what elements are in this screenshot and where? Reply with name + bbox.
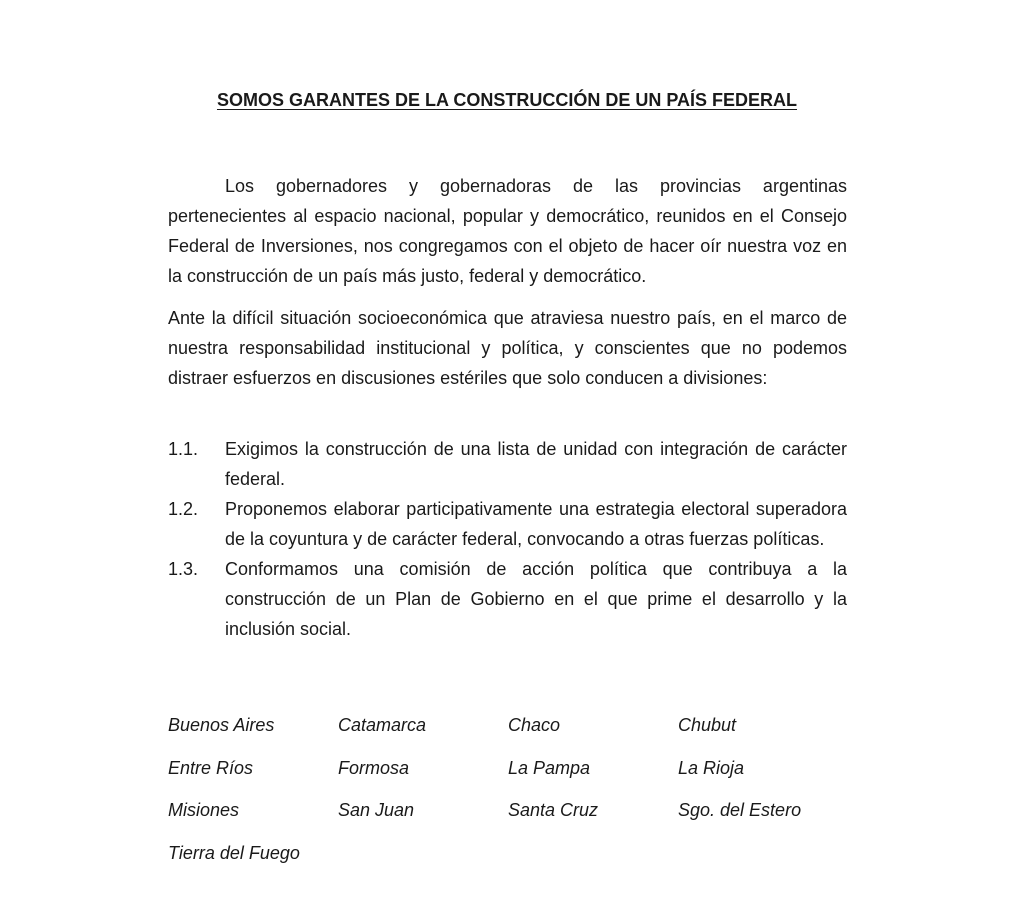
- document-title: SOMOS GARANTES DE LA CONSTRUCCIÓN DE UN PAÍS FEDERAL: [216, 90, 798, 110]
- list-item: [168, 434, 847, 494]
- province-name: Buenos Aires: [168, 715, 275, 735]
- province-name: Catamarca: [338, 715, 427, 735]
- list-item-text: Exigimos la construcción de una lista de unidad con integración de carácter federal.: [225, 439, 847, 489]
- intro-paragraph: Los gobernadores y gobernadoras de las provincias argentinas pertenecientes al espacio nacional, popular y democrático, reunidos en el Consejo Federal de Inversiones, nos congregamos con el objeto de hacer oír nuestra voz en la construcción de un país más justo, federal y democrático.: [168, 176, 847, 286]
- province-name: Sgo. del Estero: [678, 800, 802, 820]
- list-item-number: 1.1.: [168, 439, 199, 459]
- list-item-text: Conformamos una comisión de acción política que contribuya a la construcción de un Plan de Gobierno en el que prime el desarrollo y la inclusión social.: [225, 559, 847, 639]
- list-item-number: 1.2.: [168, 499, 199, 519]
- province-name: Entre Ríos: [168, 757, 254, 778]
- context-paragraph: Ante la difícil situación socioeconómica que atraviesa nuestro país, en el marco de nuestra responsabilidad institucional y política, y conscientes que no podemos distraer esfuerzos en discusiones estériles que solo conducen a divisiones:: [168, 308, 847, 388]
- province-name: San Juan: [338, 800, 415, 820]
- list-item-number: 1.3.: [168, 559, 199, 579]
- province-name: Chaco: [508, 715, 561, 735]
- province-name: La Rioja: [678, 757, 745, 778]
- province-name: Chubut: [678, 715, 737, 735]
- province-name: Formosa: [338, 757, 410, 778]
- province-name: Tierra del Fuego: [168, 842, 300, 863]
- province-name: Santa Cruz: [508, 800, 599, 820]
- list-item-text: Proponemos elaborar participativamente una estrategia electoral superadora de la coyuntura y de carácter federal, convocando a otras fuerzas políticas.: [225, 499, 847, 549]
- province-name: Misiones: [168, 800, 240, 820]
- commitments-list: [168, 434, 847, 644]
- list-item: [168, 554, 847, 644]
- list-item: [168, 494, 847, 554]
- province-name: La Pampa: [508, 757, 591, 778]
- signatory-provinces: [168, 710, 868, 880]
